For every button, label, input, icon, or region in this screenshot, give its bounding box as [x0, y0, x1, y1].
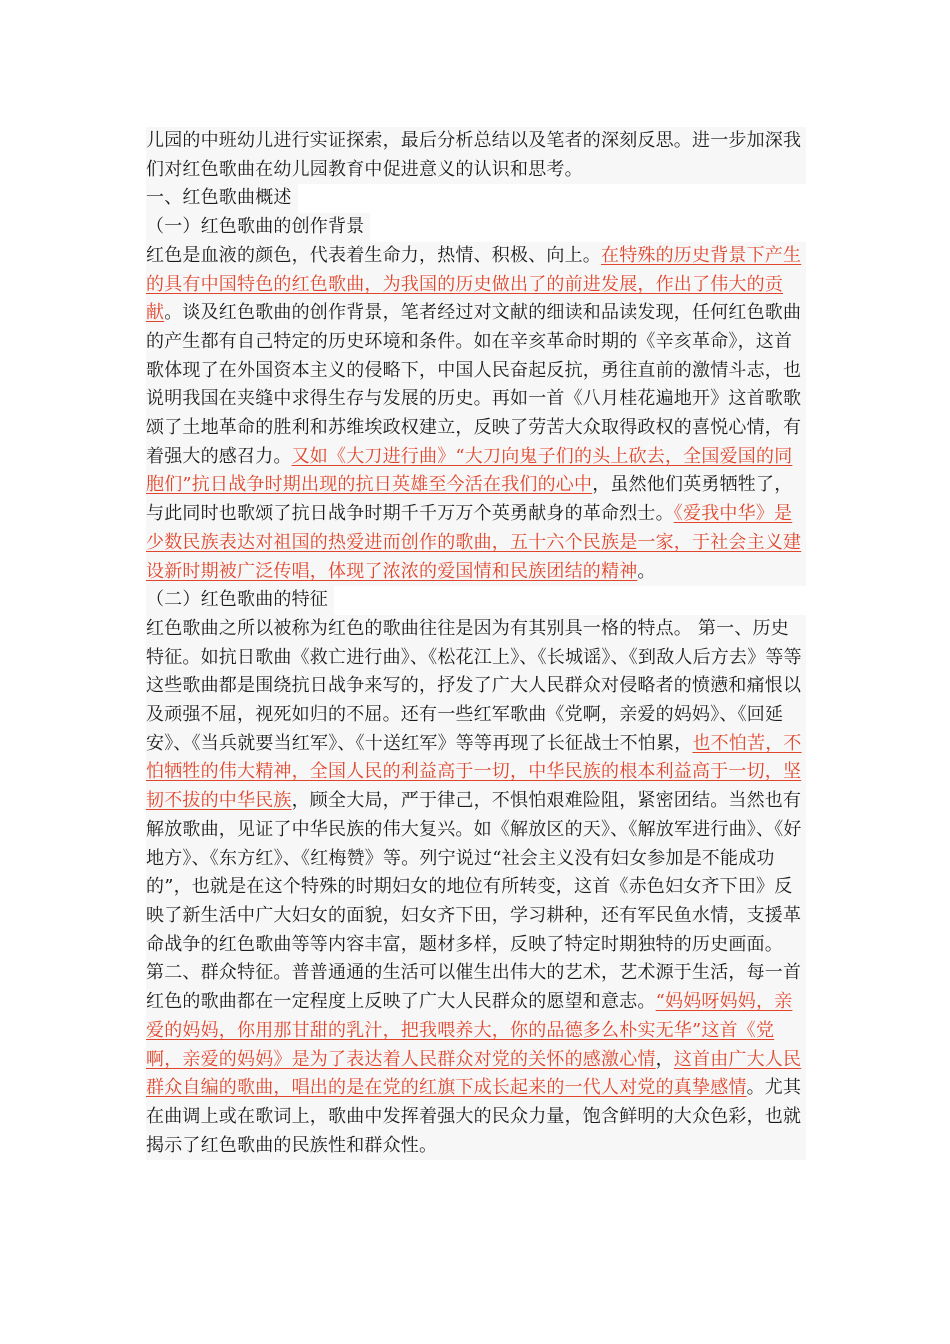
section-1-title: 一、红色歌曲概述 [146, 184, 298, 213]
background-text-3: ，虽然他们英勇牺牲了，与此同时也歌颂了抗日战争时期千千万万个英勇献身的革命烈士。 [146, 474, 793, 525]
intro-paragraph [146, 127, 806, 184]
mass-highlight-1: “妈妈呀妈妈，亲爱的妈妈，你用那甘甜的乳汁，把我喂养大，你的品德多么朴实无华”这首《党啊，亲爱的妈妈》是为了表达着人民群众对党的关怀的感激心情 [146, 991, 793, 1070]
features-highlight-1: 也不怕苦，不怕牺牲的伟大精神，全国人民的利益高于一切，中华民族的根本利益高于一切，坚韧不拔的中华民族 [146, 732, 802, 812]
background-highlight-2: 又如《大刀进行曲》“大刀向鬼子们的头上砍去，全国爱国的同胞们”抗日战争时期出现的抗日英雄至今活在我们的心中 [146, 445, 793, 496]
background-highlight-1: 在特殊的历史背景下产生的具有中国特色的红色歌曲，为我国的历史做出了的前进发展，作出了伟大的贡献 [146, 244, 802, 324]
background-text-1: 红色是血液的颜色，代表着生命力，热情、积极、向上。 [146, 244, 601, 266]
mass-text-2: ， [655, 1048, 674, 1070]
subsection-1-title: （一）红色歌曲的创作背景 [146, 213, 370, 242]
document-page [146, 127, 806, 1160]
mass-highlight-2: 这首由广大人民群众自编的歌曲，唱出的是在党的红旗下成长起来的一代人对党的真挚感情 [146, 1048, 802, 1099]
subsection-2-title: （二）红色歌曲的特征 [146, 586, 334, 615]
mass-text-1: 第二、群众特征。普普通通的生活可以催生出伟大的艺术，艺术源于生活，每一首红色的歌曲都在一定程度上反映了广大人民群众的愿望和意志。 [146, 962, 802, 1013]
mass-feature-paragraph [146, 959, 806, 1160]
intro-text: 儿园的中班幼儿进行实证探索，最后分析总结以及笔者的深刻反思。进一步加深我们对红色歌曲在幼儿园教育中促进意义的认识和思考。 [146, 130, 802, 180]
features-text-1: 红色歌曲之所以被称为红色的歌曲往往是因为有其别具一格的特点。 第一、历史特征。如抗日歌曲《救亡进行曲》、《松花江上》、《长城谣》、《到敌人后方去》等等这些歌曲都是围绕抗日战争来写的，抒发了广大人民群众对侵略者的愤懑和痛恨以及顽强不屈，视死如归的不屈。还有一些红军歌曲《党啊，亲爱的妈妈》、《回延安》、《当兵就要当红军》、《十送红军》等等再现了长征战士不怕累， [146, 617, 802, 754]
background-text-2: 。谈及红色歌曲的创作背景，笔者经过对文献的细读和品读发现，任何红色歌曲的产生都有自己特定的历史环境和条件。如在辛亥革命时期的《辛亥革命》，这首歌体现了在外国资本主义的侵略下，中国人民奋起反抗，勇往直前的激情斗志，也说明我国在夹缝中求得生存与发展的历史。再如一首《八月桂花遍地开》这首歌歌颂了土地革命的胜利和苏维埃政权建立，反映了劳苦大众取得政权的喜悦心情，有着强大的感召力。 [146, 302, 802, 467]
background-text-4: 。 [637, 560, 656, 582]
background-highlight-3: 《爱我中华》是少数民族表达对祖国的热爱进而创作的歌曲，五十六个民族是一家，于社会主义建设新时期被广泛传唱，体现了浓浓的爱国情和民族团结的精神 [146, 503, 802, 582]
background-paragraph [146, 242, 806, 586]
features-text-2: ，顾全大局，严于律己，不惧怕艰难险阻，紧密团结。当然也有解放歌曲，见证了中华民族的伟大复兴。如《解放区的天》、《解放军进行曲》、《好地方》、《东方红》、《红梅赞》等。列宁说过“社会主义没有妇女参加是不能成功的”，也就是在这个特殊的时期妇女的地位有所转变，这首《赤色妇女齐下田》反映了新生活中广大妇女的面貌，妇女齐下田，学习耕种，还有军民鱼水情，支援革命战争的红色歌曲等等内容丰富，题材多样，反映了特定时期独特的历史画面。 [146, 790, 802, 955]
features-paragraph [146, 615, 806, 959]
mass-text-3: 。尤其在曲调上或在歌词上，歌曲中发挥着强大的民众力量，饱含鲜明的大众色彩，也就揭示了红色歌曲的民族性和群众性。 [146, 1077, 802, 1156]
